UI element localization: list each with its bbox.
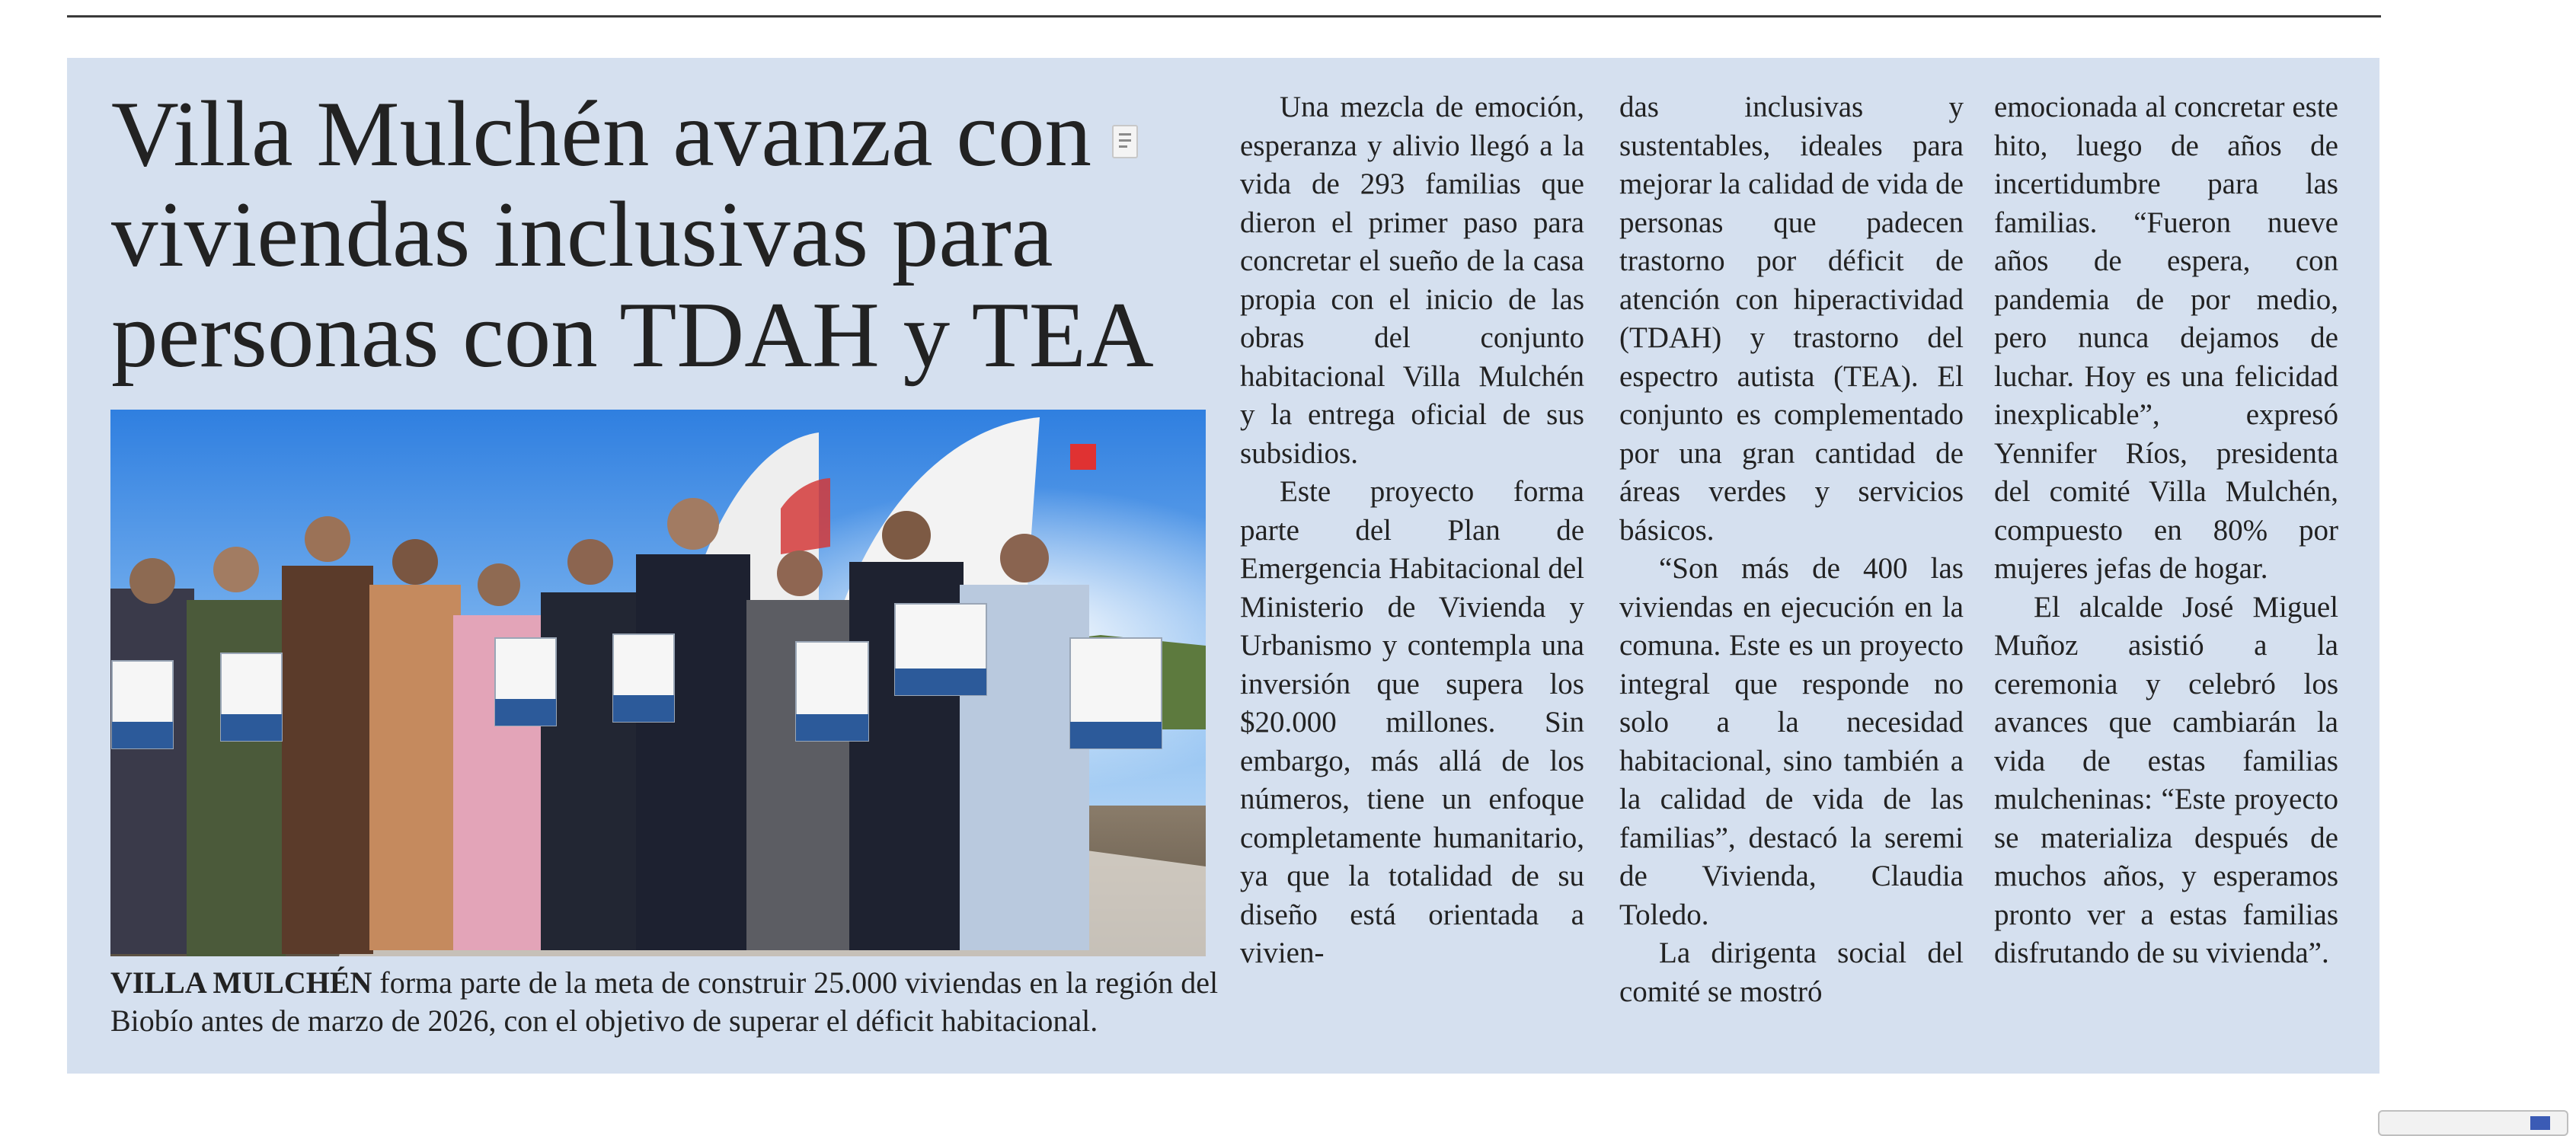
article-panel [67,58,2379,1074]
body-column-3 [1994,88,2338,973]
body-paragraph: emocionada al concretar este hito, luego de años de incertidumbre para las familias. “Fueron nueve años de espera, con pandemia de por medio, pero nunca dejamos de luchar. Hoy es una felicidad inexplicable”, expresó Yennifer Ríos, presidenta del comité Villa Mulchén, compuesto en 80% por mujeres jefas de hogar. [1994,91,2338,585]
note-icon[interactable] [1112,125,1138,158]
body-column-2 [1619,88,1964,1011]
body-paragraph: El alcalde José Miguel Muñoz asistió a la ceremonia y celebró los avances que cambiarán la vida de estas familias mulcheninas: “Este proyecto se materializa después de muchos años, y esperamos pronto ver a estas familias disfrutando de su vivienda”. [1994,590,2338,969]
body-paragraph: Una mezcla de emoción, esperanza y alivio llegó a la vida de 293 familias que dieron el primer paso para concretar el sueño de la casa propia con el inicio de las obras del conjunto habitacional Villa Mulchén y la entrega oficial de sus subsidios. [1240,91,1584,470]
viewer-toolbar-widget[interactable] [2378,1110,2568,1136]
caption-lead: VILLA MULCHÉN [110,965,372,1000]
article-photo [110,410,1206,956]
photo-caption [110,964,1222,1040]
headline: Villa Mulchén avanza con viviendas inclusivas para personas con TDAH y TEA [111,81,1154,387]
caption-text: forma parte de la meta de construir 25.000 viviendas en la región del Biobío antes de marzo de 2026, con el objetivo de superar el déficit habitacional. [110,965,1219,1038]
body-column-1 [1240,88,1584,973]
top-rule [67,15,2381,18]
body-paragraph: Este proyecto forma parte del Plan de Emergencia Habitacional del Ministerio de Vivienda y Urbanismo y contempla una inversión que supera los $20.000 millones. Sin embargo, más allá de los números, tiene un enfoque completamente humanitario, ya que la totalidad de su diseño está orientada a vivien- [1240,475,1584,969]
body-paragraph: La dirigenta social del comité se mostró [1619,937,1964,1008]
toolbar-icon[interactable] [2530,1116,2550,1130]
body-paragraph: das inclusivas y sustentables, ideales para mejorar la calidad de vida de personas que padecen trastorno por déficit de atención con hiperactividad (TDAH) y trastorno del espectro autista (TEA). El conjunto es complementado por una gran cantidad de áreas verdes y servicios básicos. [1619,91,1964,547]
body-paragraph: “Son más de 400 las viviendas en ejecución en la comuna. Este es un proyecto integral que responde no solo a la necesidad habitacional, sino también a la calidad de vida de las familias”, destacó la seremi de Vivienda, Claudia Toledo. [1619,552,1964,931]
